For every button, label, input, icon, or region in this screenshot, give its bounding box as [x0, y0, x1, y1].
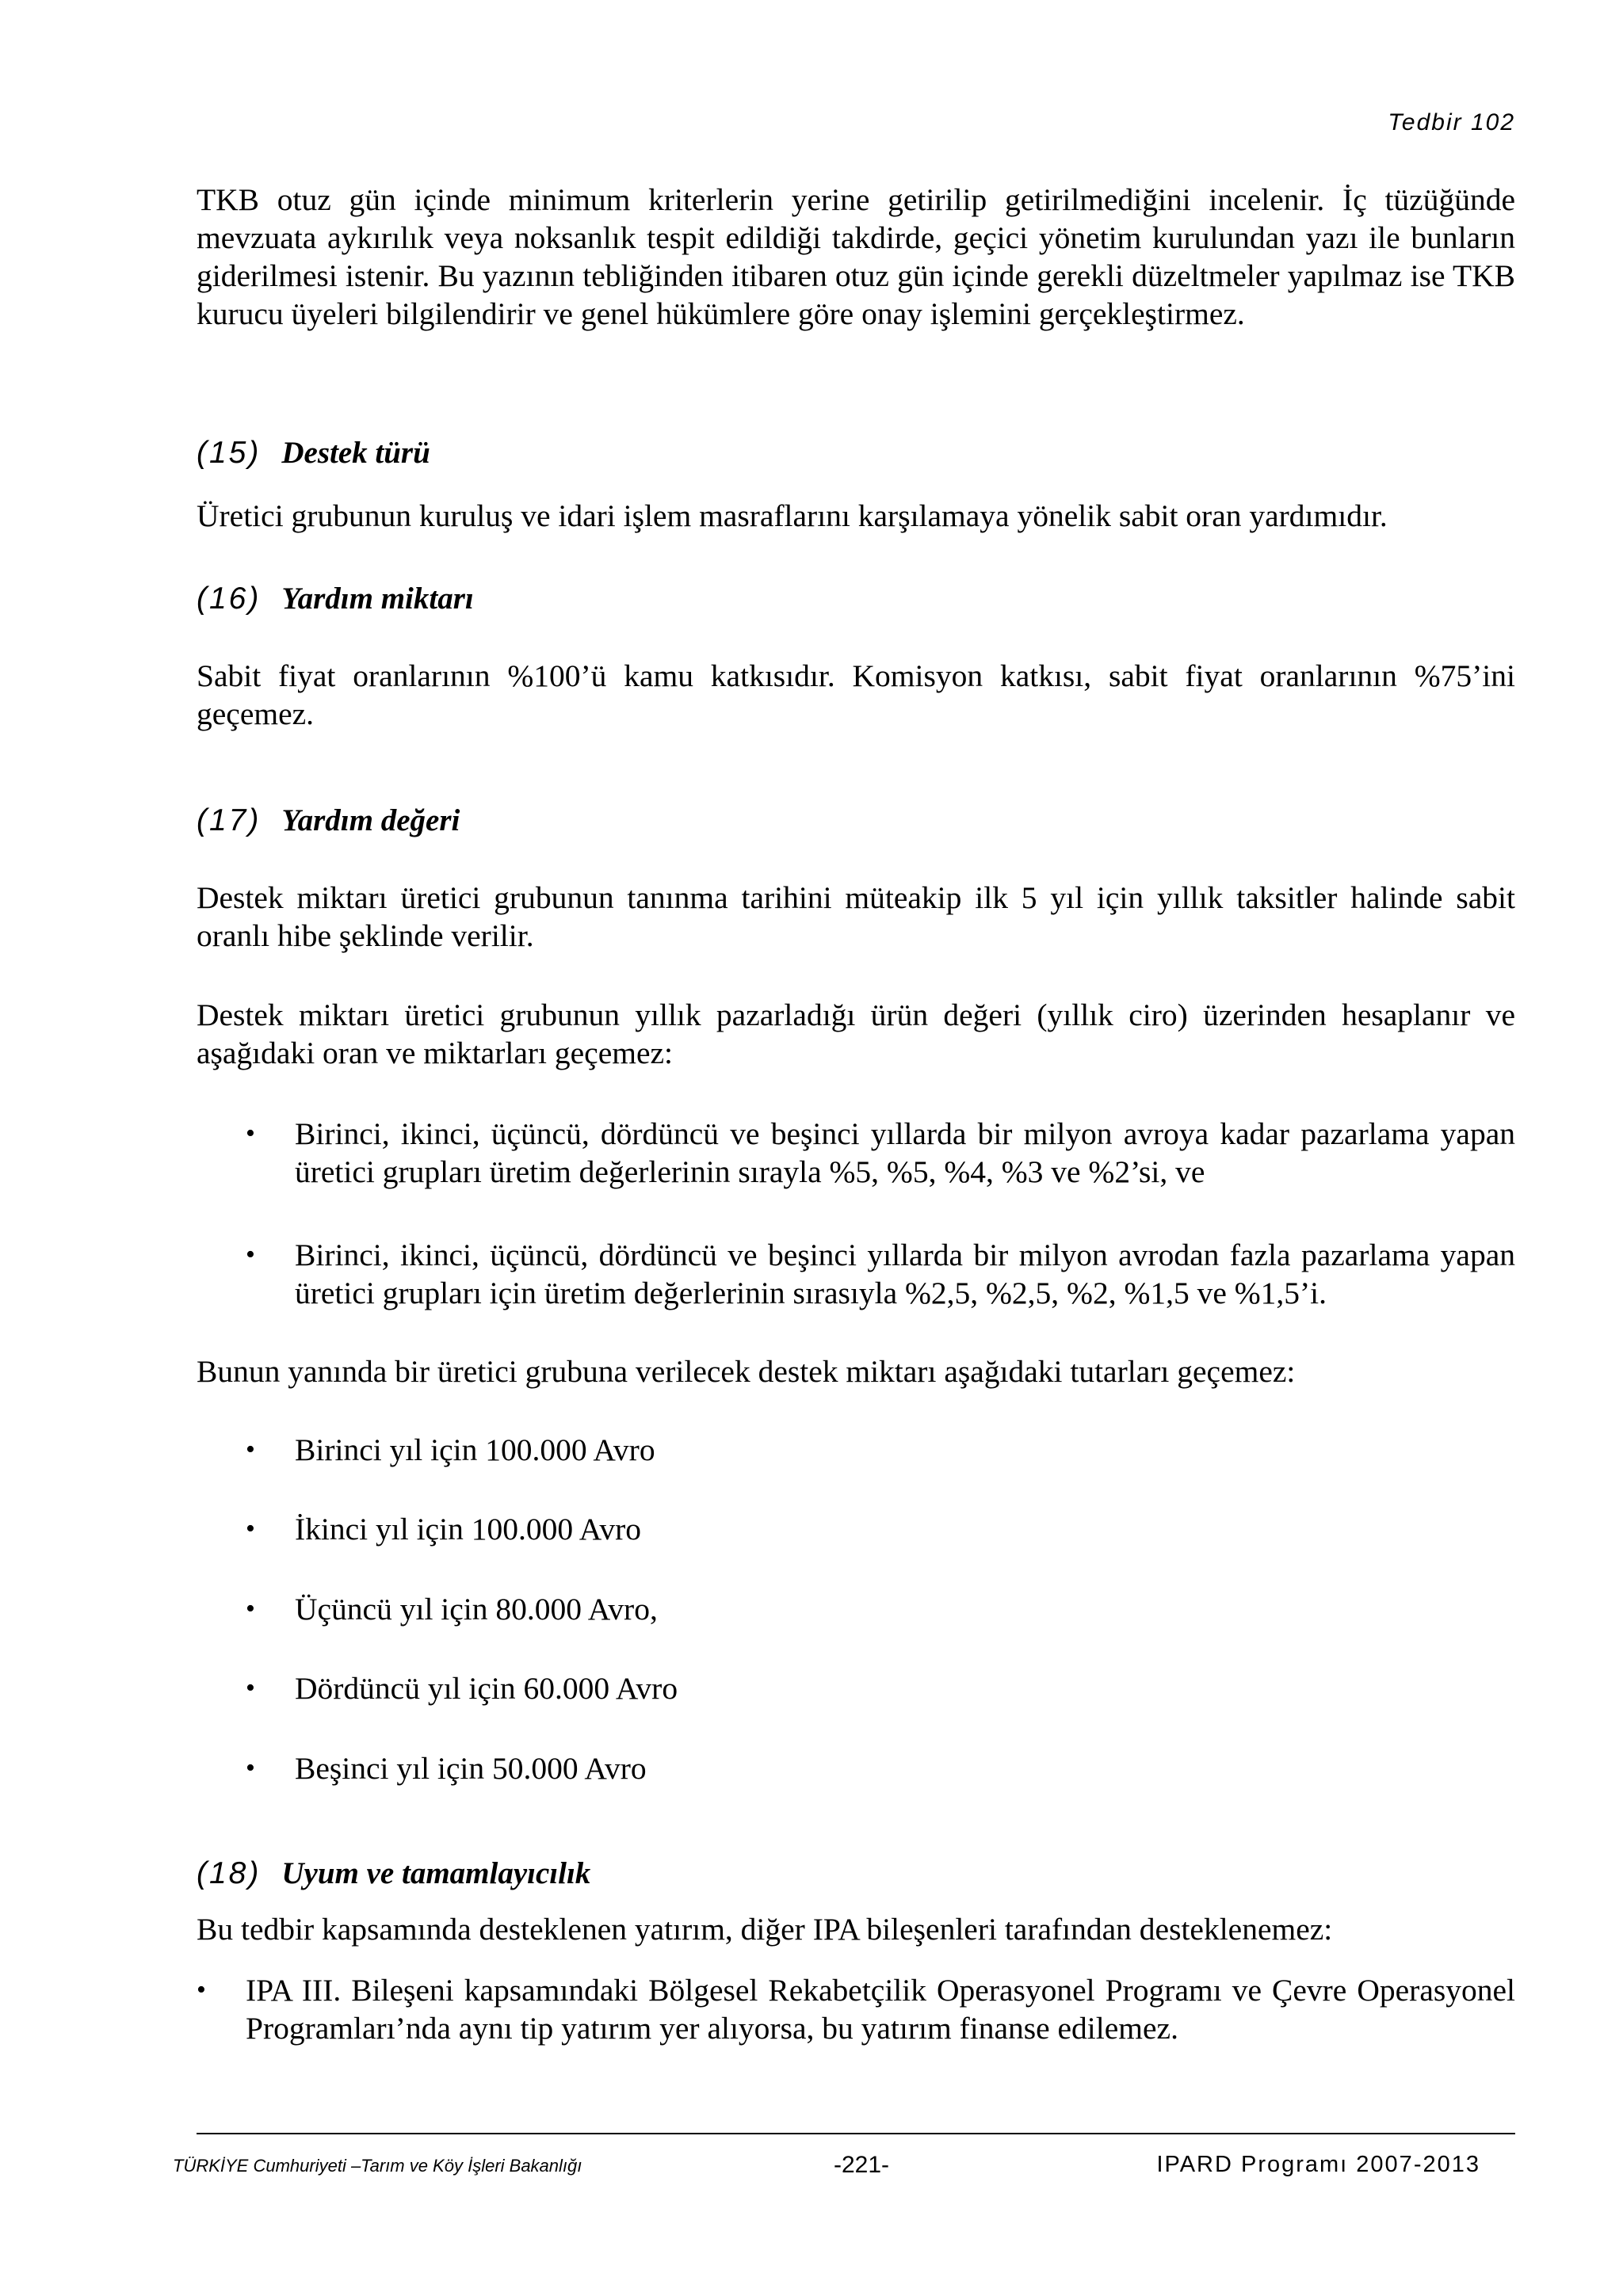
amount-bullet-4: [197, 1669, 1515, 1707]
bullet-icon: •: [197, 1975, 206, 2004]
section-17-paragraph-2: Destek miktarı üretici grubunun yıllık pazarladığı ürün değeri (yıllık ciro) üzerinden hesaplanır ve aşağıdaki oran ve miktarları geçemez:: [197, 997, 1515, 1070]
footer-ministry: TÜRKİYE Cumhuriyeti –Tarım ve Köy İşleri Bakanlığı: [173, 2156, 582, 2176]
amount-bullet-5: [197, 1749, 1515, 1787]
list-item: [197, 1115, 1515, 1191]
section-15-number: (15): [197, 436, 262, 470]
bullet-icon: •: [246, 1435, 255, 1464]
intro-paragraph: TKB otuz gün içinde minimum kriterlerin yerine getirilip getirilmediğini incelenir. İç tüzüğünde mevzuata aykırılık veya noksanlık tespit edildiği takdirde, geçici yönetim kurulundan yazı ile bunların giderilmesi istenir. Bu yazının tebliğinden itibaren otuz gün içinde gerekli düzeltmeler yapılmaz ise TKB kurucu üyeleri bilgilendirir ve genel hükümlere göre onay işlemini gerçekleştirmez.: [197, 182, 1515, 331]
list-item: [197, 1236, 1515, 1312]
rate-bullet-list-2: [197, 1236, 1515, 1312]
section-18-heading: [197, 1855, 1515, 1893]
section-17-body-1: [197, 879, 1515, 955]
section-15-body: [197, 497, 1515, 535]
section-16-number: (16): [197, 582, 262, 616]
footer-page-number: -221-: [834, 2152, 890, 2178]
rate-bullet-text: Birinci, ikinci, üçüncü, dördüncü ve beşinci yıllarda bir milyon avrodan fazla pazarlama yapan üretici grupları için üretim değerlerinin sırasıyla %2,5, %2,5, %2, %1,5 ve %1,5’i.: [295, 1238, 1515, 1310]
section-17-body-2: [197, 996, 1515, 1072]
section-18-bullet-text: IPA III. Bileşeni kapsamındaki Bölgesel Rekabetçilik Operasyonel Programı ve Çevre Operasyonel Programları’nda aynı tip yatırım yer alıyorsa, bu yatırım finanse edilemez.: [246, 1973, 1515, 2046]
section-18-number: (18): [197, 1856, 262, 1890]
running-header: Tedbir 102: [1388, 109, 1515, 135]
amount-bullet-text: Beşinci yıl için 50.000 Avro: [295, 1751, 647, 1786]
section-15-heading: [197, 434, 1515, 472]
amount-bullet-1: [197, 1431, 1515, 1469]
section-18-paragraph: Bu tedbir kapsamında desteklenen yatırım, diğer IPA bileşenleri tarafından desteklenemez:: [197, 1912, 1333, 1947]
section-18-body: [197, 1910, 1515, 1948]
amount-bullet-text: Üçüncü yıl için 80.000 Avro,: [295, 1592, 658, 1627]
amount-bullet-text: Birinci yıl için 100.000 Avro: [295, 1432, 655, 1467]
footer-programme: IPARD Programı 2007-2013: [1156, 2152, 1480, 2177]
section-15: [197, 434, 1515, 472]
list-item: [197, 1431, 1515, 1469]
section-15-title: Destek türü: [281, 436, 430, 470]
section-17: [197, 802, 1515, 840]
bullet-icon: •: [246, 1514, 255, 1543]
section-17-number: (17): [197, 803, 262, 837]
section-17-paragraph-3: Bunun yanında bir üretici grubuna verilecek destek miktarı aşağıdaki tutarları geçemez:: [197, 1354, 1296, 1389]
bullet-icon: •: [246, 1240, 255, 1269]
section-16: [197, 580, 1515, 618]
bullet-icon: •: [246, 1753, 255, 1783]
section-17-body-3: [197, 1352, 1515, 1390]
list-item: [197, 1590, 1515, 1628]
intro-block: [197, 181, 1515, 333]
section-16-body: [197, 657, 1515, 733]
rate-bullet-list: [197, 1115, 1515, 1191]
amount-bullet-text: Dördüncü yıl için 60.000 Avro: [295, 1671, 678, 1706]
amount-bullet-3: [197, 1590, 1515, 1628]
rate-bullet-text: Birinci, ikinci, üçüncü, dördüncü ve beşinci yıllarda bir milyon avroya kadar pazarlama yapan üretici grupları üretim değerlerinin sırayla %5, %5, %4, %3 ve %2’si, ve: [295, 1116, 1515, 1189]
section-18-bullet: [197, 1971, 1515, 2047]
list-item: [197, 1510, 1515, 1548]
list-item: [197, 1971, 1515, 2047]
section-16-title: Yardım miktarı: [281, 582, 474, 616]
bullet-icon: •: [246, 1673, 255, 1703]
amount-bullet-text: İkinci yıl için 100.000 Avro: [295, 1512, 642, 1547]
footer-divider: [197, 2133, 1515, 2134]
section-18: [197, 1855, 1515, 1893]
section-16-paragraph: Sabit fiyat oranlarının %100’ü kamu katkısıdır. Komisyon katkısı, sabit fiyat oranlarının %75’ini geçemez.: [197, 658, 1515, 731]
bullet-icon: •: [246, 1594, 255, 1623]
section-17-title: Yardım değeri: [281, 803, 460, 837]
section-17-heading: [197, 802, 1515, 840]
list-item: [197, 1749, 1515, 1787]
section-17-paragraph-1: Destek miktarı üretici grubunun tanınma tarihini müteakip ilk 5 yıl için yıllık taksitler halinde sabit oranlı hibe şeklinde verilir.: [197, 880, 1515, 953]
section-18-title: Uyum ve tamamlayıcılık: [281, 1856, 591, 1890]
list-item: [197, 1669, 1515, 1707]
section-16-heading: [197, 580, 1515, 618]
section-15-paragraph: Üretici grubunun kuruluş ve idari işlem masraflarını karşılamaya yönelik sabit oran yardımıdır.: [197, 498, 1388, 533]
amount-bullet-2: [197, 1510, 1515, 1548]
bullet-icon: •: [246, 1119, 255, 1148]
